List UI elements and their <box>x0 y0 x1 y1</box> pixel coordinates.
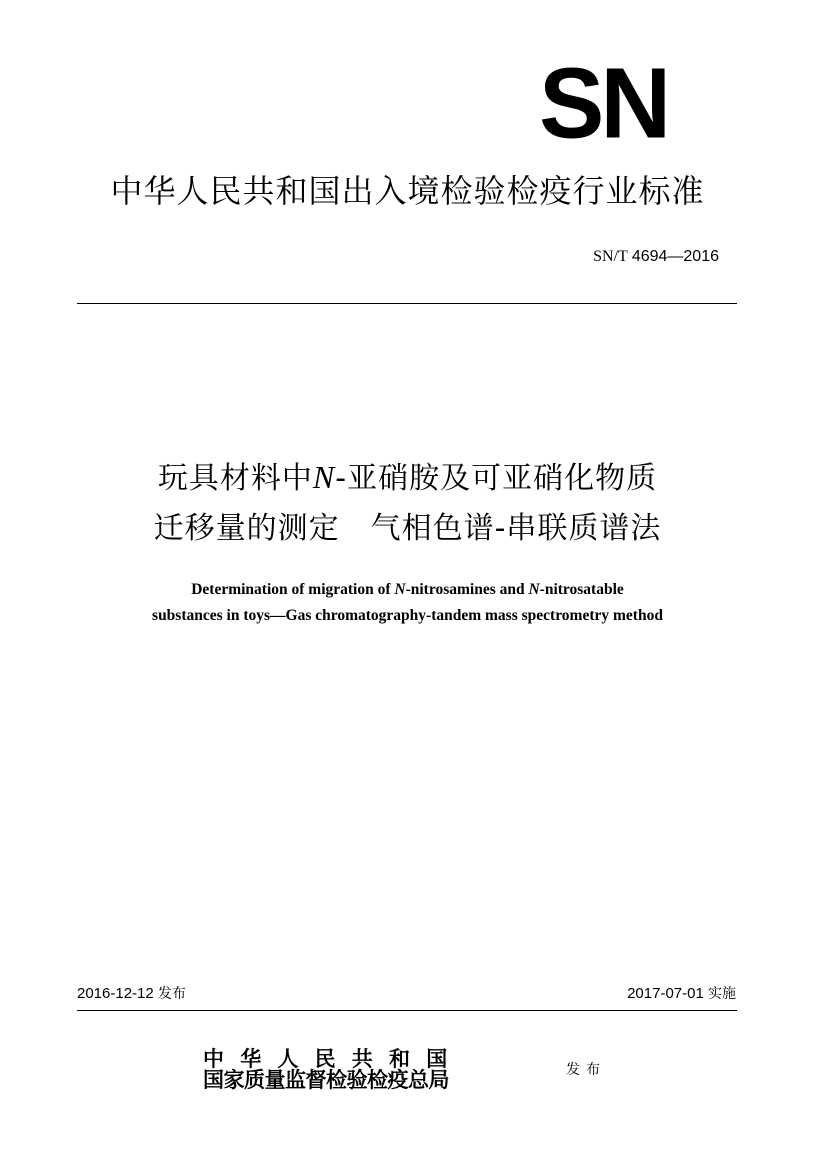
issuer-line-2: 国家质量监督检验检疫总局 <box>203 1067 449 1092</box>
implement-date-label: 实施 <box>708 986 736 1002</box>
standard-number-prefix: SN/T <box>593 248 628 265</box>
english-title-line-2: substances in toys—Gas chromatography-tandem mass spectrometry method <box>152 607 663 624</box>
en-title-p3: -nitrosatable <box>539 581 624 598</box>
standard-number-value: 4694—2016 <box>631 248 719 265</box>
en-title-n2: N <box>528 581 540 598</box>
sn-logo: SN <box>539 46 668 160</box>
issue-date <box>77 984 186 1004</box>
standard-number <box>593 246 719 268</box>
top-divider <box>77 303 737 304</box>
en-title-p2: -nitrosamines and <box>405 581 529 598</box>
chinese-title-line-2: 迁移量的测定 气相色谱-串联质谱法 <box>153 511 662 546</box>
english-title-line-1 <box>0 578 815 602</box>
title-line1-part2: -亚硝胺及可亚硝化物质 <box>335 461 658 496</box>
en-title-n1: N <box>394 581 406 598</box>
issue-date-value: 2016-12-12 <box>77 985 154 1002</box>
title-italic-n: N <box>312 459 336 495</box>
en-title-p1: Determination of migration of <box>191 581 395 598</box>
issuer-line-1: 中华人民共和国 <box>203 1046 464 1071</box>
chinese-title-line-1 <box>0 456 815 500</box>
title-line1-part1: 玩具材料中 <box>157 461 313 496</box>
bottom-divider <box>77 1010 737 1011</box>
standard-category-header: 中华人民共和国出入境检验检疫行业标准 <box>110 172 705 210</box>
publish-label: 发布 <box>566 1062 606 1078</box>
implement-date-value: 2017-07-01 <box>627 985 704 1002</box>
implement-date <box>627 984 736 1004</box>
issue-date-label: 发布 <box>157 986 186 1002</box>
